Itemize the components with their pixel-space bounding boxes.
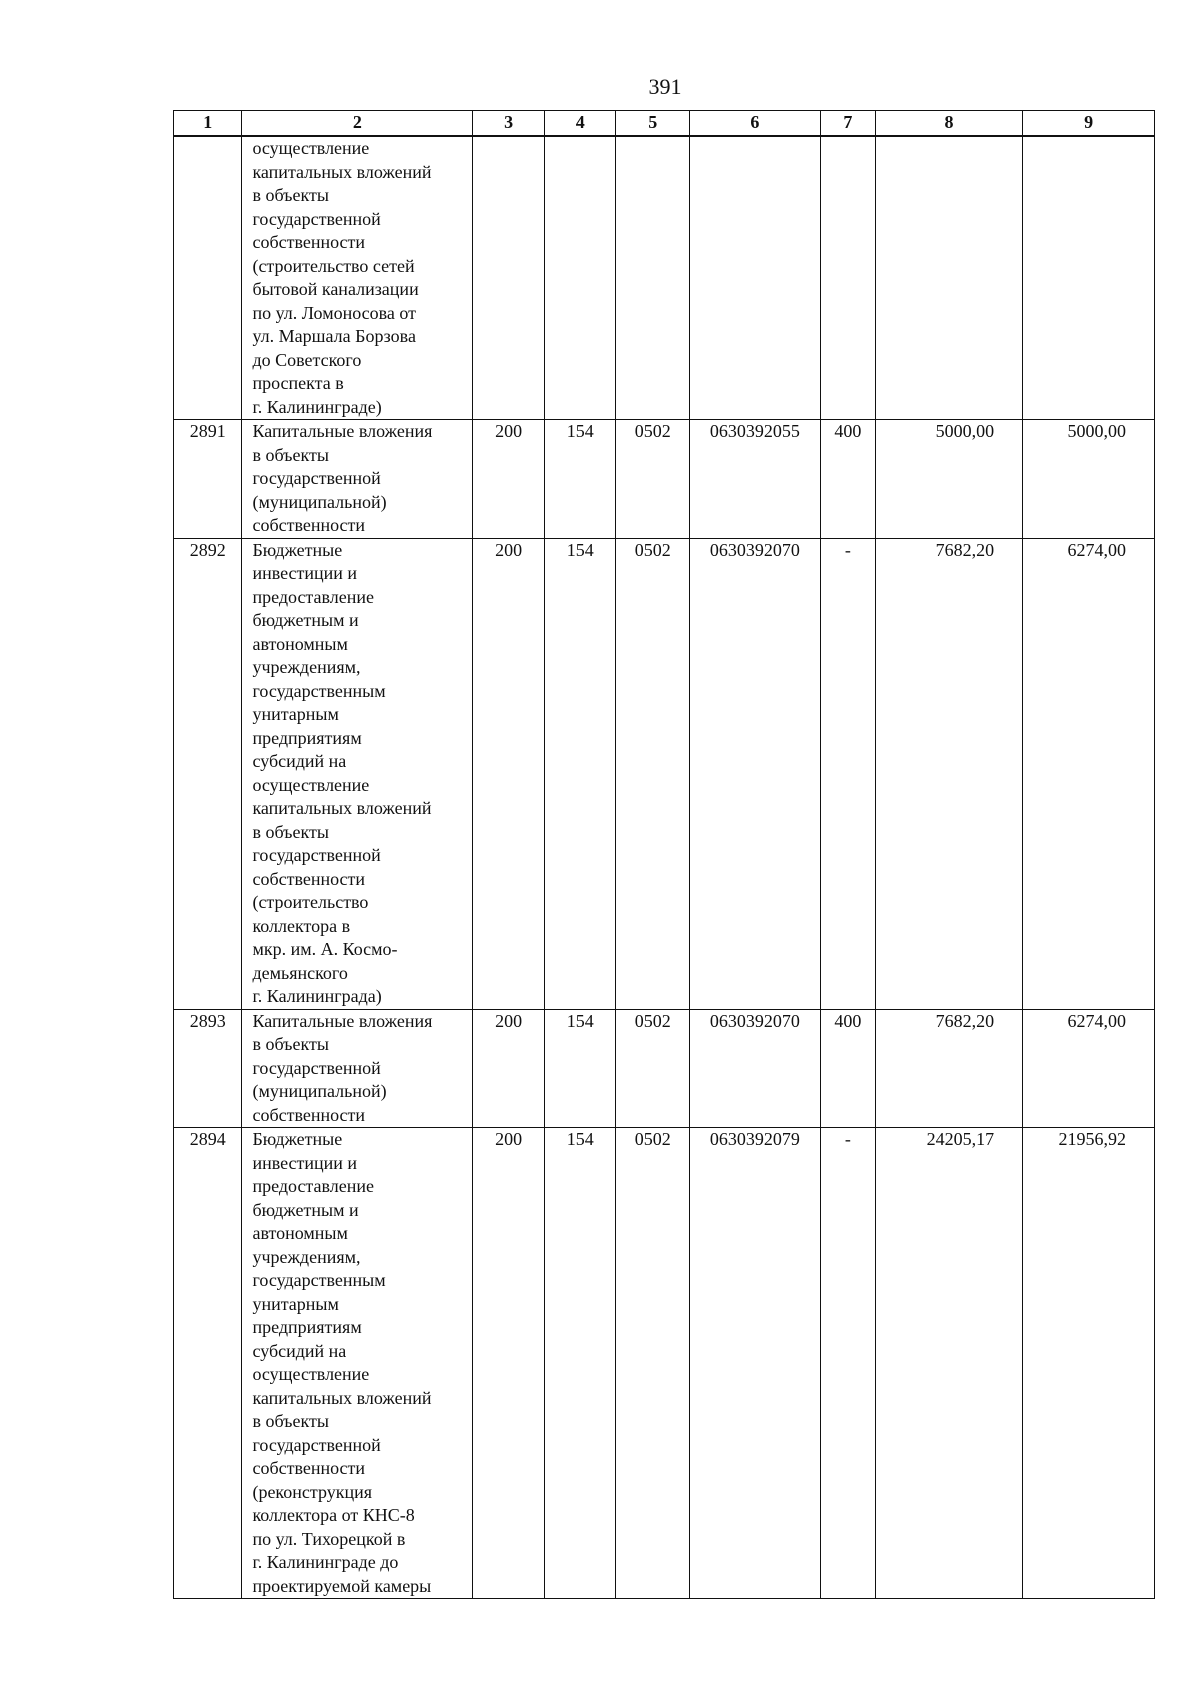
cell-col5 xyxy=(616,136,690,420)
cell-col9: 21956,92 xyxy=(1023,1128,1155,1599)
table-row xyxy=(174,1128,1155,1599)
cell-col4: 154 xyxy=(544,1009,616,1128)
row-number: 2894 xyxy=(174,1128,242,1599)
cell-col7: 400 xyxy=(820,1009,875,1128)
row-description: Бюджетные инвестиции и предоставление бюджетным и автономным учреждениям, государственным унитарным предприятиям субсидий на осуществление капитальных вложений в объекты государственной собственности (строительство коллектора в мкр. им. А. Космо- демьянского г. Калининграда) xyxy=(242,538,473,1009)
cell-col5: 0502 xyxy=(616,1009,690,1128)
column-header: 6 xyxy=(690,111,821,137)
table-row xyxy=(174,136,1155,420)
cell-col4: 154 xyxy=(544,420,616,539)
cell-col6 xyxy=(690,136,821,420)
cell-col8: 7682,20 xyxy=(875,1009,1022,1128)
table-row xyxy=(174,538,1155,1009)
column-header: 7 xyxy=(820,111,875,137)
cell-col3: 200 xyxy=(473,538,545,1009)
column-header: 4 xyxy=(544,111,616,137)
cell-col7 xyxy=(820,136,875,420)
table-row xyxy=(174,1009,1155,1128)
row-number xyxy=(174,136,242,420)
cell-col9: 6274,00 xyxy=(1023,1009,1155,1128)
row-number: 2891 xyxy=(174,420,242,539)
row-number: 2893 xyxy=(174,1009,242,1128)
cell-col8: 24205,17 xyxy=(875,1128,1022,1599)
row-description: Капитальные вложения в объекты государственной (муниципальной) собственности xyxy=(242,1009,473,1128)
cell-col7: - xyxy=(820,538,875,1009)
row-number: 2892 xyxy=(174,538,242,1009)
column-header: 5 xyxy=(616,111,690,137)
cell-col9 xyxy=(1023,136,1155,420)
cell-col4: 154 xyxy=(544,538,616,1009)
cell-col6: 0630392070 xyxy=(690,538,821,1009)
header-row xyxy=(174,111,1155,137)
column-header: 9 xyxy=(1023,111,1155,137)
row-description: Бюджетные инвестиции и предоставление бюджетным и автономным учреждениям, государственным унитарным предприятиям субсидий на осуществление капитальных вложений в объекты государственной собственности (реконструкция коллектора от КНС-8 по ул. Тихорецкой в г. Калининграде до проектируемой камеры xyxy=(242,1128,473,1599)
column-header: 1 xyxy=(174,111,242,137)
page-number: 391 xyxy=(648,74,682,99)
cell-col6: 0630392079 xyxy=(690,1128,821,1599)
cell-col8 xyxy=(875,136,1022,420)
cell-col7: - xyxy=(820,1128,875,1599)
column-header: 8 xyxy=(875,111,1022,137)
cell-col3: 200 xyxy=(473,1128,545,1599)
column-header: 2 xyxy=(242,111,473,137)
cell-col4 xyxy=(544,136,616,420)
cell-col9: 5000,00 xyxy=(1023,420,1155,539)
cell-col3 xyxy=(473,136,545,420)
cell-col8: 7682,20 xyxy=(875,538,1022,1009)
cell-col5: 0502 xyxy=(616,420,690,539)
cell-col3: 200 xyxy=(473,420,545,539)
column-header: 3 xyxy=(473,111,545,137)
cell-col6: 0630392070 xyxy=(690,1009,821,1128)
cell-col8: 5000,00 xyxy=(875,420,1022,539)
table-row xyxy=(174,420,1155,539)
cell-col5: 0502 xyxy=(616,538,690,1009)
cell-col5: 0502 xyxy=(616,1128,690,1599)
cell-col4: 154 xyxy=(544,1128,616,1599)
row-description: осуществление капитальных вложений в объекты государственной собственности (строительство сетей бытовой канализации по ул. Ломоносова от ул. Маршала Борзова до Советского проспекта в г. Калининграде) xyxy=(242,136,473,420)
cell-col3: 200 xyxy=(473,1009,545,1128)
cell-col6: 0630392055 xyxy=(690,420,821,539)
budget-table xyxy=(173,110,1155,1599)
cell-col7: 400 xyxy=(820,420,875,539)
cell-col9: 6274,00 xyxy=(1023,538,1155,1009)
row-description: Капитальные вложения в объекты государственной (муниципальной) собственности xyxy=(242,420,473,539)
